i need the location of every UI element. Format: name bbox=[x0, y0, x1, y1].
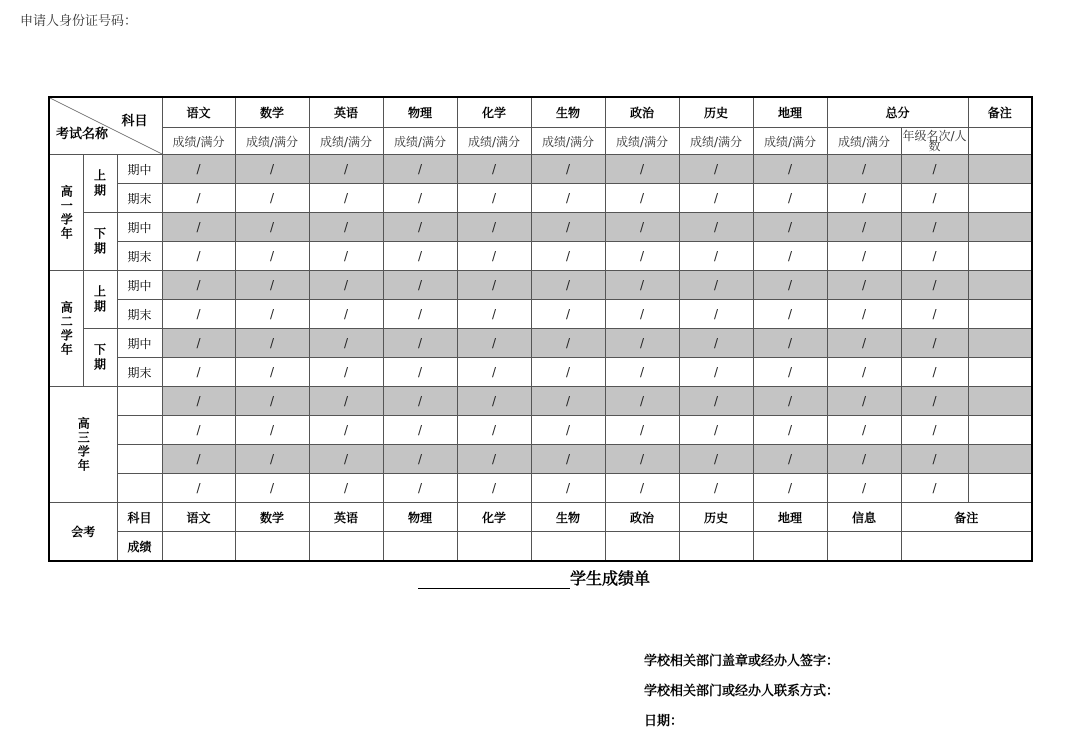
grade-cell[interactable]: / bbox=[383, 445, 457, 474]
grade-cell[interactable]: / bbox=[162, 184, 235, 213]
huikao-subject: 地理 bbox=[753, 503, 827, 532]
grade-cell[interactable]: / bbox=[531, 445, 605, 474]
grade-cell[interactable]: / bbox=[162, 155, 235, 184]
grade-cell[interactable]: / bbox=[827, 445, 901, 474]
grade-cell[interactable]: / bbox=[679, 329, 753, 358]
huikao-score-cell[interactable] bbox=[531, 532, 605, 562]
huikao-score-cell[interactable] bbox=[383, 532, 457, 562]
grade-cell[interactable]: / bbox=[457, 184, 531, 213]
grade-cell[interactable]: / bbox=[901, 213, 968, 242]
contact-label: 学校相关部门或经办人联系方式： bbox=[644, 684, 840, 699]
header-diagonal-cell bbox=[49, 97, 162, 155]
total-header: 总分 bbox=[827, 97, 968, 128]
grade-cell[interactable]: / bbox=[309, 184, 383, 213]
note-cell[interactable] bbox=[968, 300, 1032, 329]
grade-cell[interactable]: / bbox=[235, 474, 309, 503]
grade-cell[interactable]: / bbox=[827, 416, 901, 445]
huikao-note-label: 备注 bbox=[901, 503, 1032, 532]
exam-term-blank[interactable] bbox=[117, 445, 162, 474]
grade-cell[interactable]: / bbox=[901, 387, 968, 416]
note-cell[interactable] bbox=[968, 329, 1032, 358]
grade-cell[interactable]: / bbox=[753, 242, 827, 271]
huikao-score-cell[interactable] bbox=[605, 532, 679, 562]
grade-cell[interactable]: / bbox=[383, 474, 457, 503]
note-cell[interactable] bbox=[968, 474, 1032, 503]
grade-cell[interactable]: / bbox=[679, 213, 753, 242]
grade-cell[interactable]: / bbox=[162, 474, 235, 503]
grade-cell[interactable]: / bbox=[162, 358, 235, 387]
date-label: 日期： bbox=[644, 714, 684, 729]
grade-cell[interactable]: / bbox=[383, 213, 457, 242]
grade-cell[interactable]: / bbox=[383, 300, 457, 329]
huikao-subject: 化学 bbox=[457, 503, 531, 532]
grade-cell[interactable]: / bbox=[531, 271, 605, 300]
grade-cell[interactable]: / bbox=[457, 271, 531, 300]
grade-cell[interactable]: / bbox=[605, 445, 679, 474]
applicant-id-label: 申请人身份证号码： bbox=[20, 14, 138, 29]
grade-cell[interactable]: / bbox=[309, 300, 383, 329]
grade-cell[interactable]: / bbox=[605, 155, 679, 184]
huikao-label: 会考 bbox=[49, 503, 117, 562]
grade-cell[interactable]: / bbox=[901, 155, 968, 184]
note-cell[interactable] bbox=[968, 387, 1032, 416]
huikao-subject: 历史 bbox=[679, 503, 753, 532]
grade-cell[interactable]: / bbox=[753, 329, 827, 358]
grade-cell[interactable]: / bbox=[162, 387, 235, 416]
grade-cell[interactable]: / bbox=[827, 271, 901, 300]
score-full-label: 成绩/满分 bbox=[531, 128, 605, 155]
subject-header: 物理 bbox=[383, 97, 457, 128]
grade-cell[interactable]: / bbox=[753, 184, 827, 213]
huikao-score-cell[interactable] bbox=[827, 532, 901, 562]
score-full-label: 成绩/满分 bbox=[235, 128, 309, 155]
year-label: 高二学年 bbox=[49, 271, 83, 387]
grade-cell[interactable]: / bbox=[309, 416, 383, 445]
grade-cell[interactable]: / bbox=[827, 329, 901, 358]
grade-cell[interactable]: / bbox=[383, 358, 457, 387]
grade-cell[interactable]: / bbox=[679, 300, 753, 329]
grade-cell[interactable]: / bbox=[679, 358, 753, 387]
huikao-score-cell[interactable] bbox=[753, 532, 827, 562]
grade-cell[interactable]: / bbox=[457, 155, 531, 184]
exam-name-header-label: 考试名称 bbox=[56, 127, 109, 142]
grade-cell[interactable]: / bbox=[827, 474, 901, 503]
note-cell[interactable] bbox=[968, 416, 1032, 445]
grade-cell[interactable]: / bbox=[309, 213, 383, 242]
exam-term-blank[interactable] bbox=[117, 474, 162, 503]
grade-cell[interactable]: / bbox=[827, 358, 901, 387]
grade-cell[interactable]: / bbox=[679, 271, 753, 300]
grade-cell[interactable]: / bbox=[753, 474, 827, 503]
grade-cell[interactable]: / bbox=[605, 242, 679, 271]
grade-cell[interactable]: / bbox=[309, 474, 383, 503]
grade-cell[interactable]: / bbox=[827, 213, 901, 242]
huikao-score-label: 成绩 bbox=[117, 532, 162, 562]
grade-cell[interactable]: / bbox=[531, 242, 605, 271]
huikao-subject: 政治 bbox=[605, 503, 679, 532]
grade-cell[interactable]: / bbox=[901, 184, 968, 213]
grade-cell[interactable]: / bbox=[457, 213, 531, 242]
subject-header: 政治 bbox=[605, 97, 679, 128]
grade-cell[interactable]: / bbox=[531, 358, 605, 387]
grade-cell[interactable]: / bbox=[531, 184, 605, 213]
grade-cell[interactable]: / bbox=[531, 213, 605, 242]
grade-cell[interactable]: / bbox=[679, 387, 753, 416]
grade-cell[interactable]: / bbox=[753, 213, 827, 242]
grade-cell[interactable]: / bbox=[383, 155, 457, 184]
note-cell[interactable] bbox=[968, 155, 1032, 184]
grade-cell[interactable]: / bbox=[383, 242, 457, 271]
grade-cell[interactable]: / bbox=[162, 242, 235, 271]
note-cell[interactable] bbox=[968, 242, 1032, 271]
huikao-subject: 信息 bbox=[827, 503, 901, 532]
grade-cell[interactable]: / bbox=[605, 213, 679, 242]
grade-cell[interactable]: / bbox=[531, 300, 605, 329]
grade-cell[interactable]: / bbox=[605, 300, 679, 329]
grade-cell[interactable]: / bbox=[235, 329, 309, 358]
score-full-label: 成绩/满分 bbox=[162, 128, 235, 155]
huikao-score-cell[interactable] bbox=[679, 532, 753, 562]
grade-cell[interactable]: / bbox=[162, 329, 235, 358]
grade-cell[interactable]: / bbox=[901, 329, 968, 358]
huikao-subject: 语文 bbox=[162, 503, 235, 532]
grade-cell[interactable]: / bbox=[901, 474, 968, 503]
grade-cell[interactable]: / bbox=[235, 184, 309, 213]
exam-term-label: 期末 bbox=[117, 242, 162, 271]
grade-cell[interactable]: / bbox=[901, 358, 968, 387]
grade-cell[interactable]: / bbox=[679, 184, 753, 213]
note-cell[interactable] bbox=[968, 358, 1032, 387]
grade-cell[interactable]: / bbox=[753, 387, 827, 416]
exam-term-blank[interactable] bbox=[117, 416, 162, 445]
grade-table bbox=[48, 96, 1033, 562]
term-half-label: 上期 bbox=[83, 271, 117, 329]
grade-cell[interactable]: / bbox=[235, 416, 309, 445]
title-text: 学生成绩单 bbox=[570, 569, 651, 588]
score-full-label: 成绩/满分 bbox=[383, 128, 457, 155]
grade-cell[interactable]: / bbox=[605, 184, 679, 213]
stamp-signature-label: 学校相关部门盖章或经办人签字： bbox=[644, 654, 840, 669]
term-half-label: 上期 bbox=[83, 155, 117, 213]
rank-label: 年级名次/人数 bbox=[902, 129, 967, 153]
grade-cell[interactable]: / bbox=[679, 445, 753, 474]
note-cell[interactable] bbox=[968, 213, 1032, 242]
grade-cell[interactable]: / bbox=[309, 445, 383, 474]
exam-term-blank[interactable] bbox=[117, 387, 162, 416]
subject-header: 历史 bbox=[679, 97, 753, 128]
grade-cell[interactable]: / bbox=[605, 329, 679, 358]
report-title bbox=[418, 566, 650, 589]
grade-cell[interactable]: / bbox=[531, 329, 605, 358]
grade-cell[interactable]: / bbox=[605, 474, 679, 503]
grade-cell[interactable]: / bbox=[901, 416, 968, 445]
grade-cell[interactable]: / bbox=[679, 155, 753, 184]
grade-cell[interactable]: / bbox=[679, 474, 753, 503]
subject-header: 生物 bbox=[531, 97, 605, 128]
grade-cell[interactable]: / bbox=[753, 155, 827, 184]
grade-cell[interactable]: / bbox=[235, 242, 309, 271]
term-half-label: 下期 bbox=[83, 213, 117, 271]
grade-cell[interactable]: / bbox=[827, 155, 901, 184]
huikao-score-cell[interactable] bbox=[235, 532, 309, 562]
grade-cell[interactable]: / bbox=[235, 300, 309, 329]
subject-header-label: 科目 bbox=[121, 114, 148, 129]
score-full-label: 成绩/满分 bbox=[605, 128, 679, 155]
score-full-label: 成绩/满分 bbox=[827, 128, 901, 155]
grade-cell[interactable]: / bbox=[531, 416, 605, 445]
score-full-label: 成绩/满分 bbox=[457, 128, 531, 155]
note-cell[interactable] bbox=[968, 445, 1032, 474]
grade-cell[interactable]: / bbox=[753, 445, 827, 474]
grade-cell[interactable]: / bbox=[457, 300, 531, 329]
grade-cell[interactable]: / bbox=[901, 271, 968, 300]
grade-cell[interactable]: / bbox=[383, 329, 457, 358]
grade-cell[interactable]: / bbox=[531, 474, 605, 503]
grade-cell[interactable]: / bbox=[531, 387, 605, 416]
grade-cell[interactable]: / bbox=[457, 242, 531, 271]
grade-cell[interactable]: / bbox=[605, 416, 679, 445]
grade-cell[interactable]: / bbox=[235, 387, 309, 416]
year-label: 高三学年 bbox=[49, 387, 117, 503]
grade-cell[interactable]: / bbox=[827, 242, 901, 271]
huikao-note-cell[interactable] bbox=[901, 532, 1032, 562]
exam-term-label: 期末 bbox=[117, 358, 162, 387]
exam-term-label: 期末 bbox=[117, 300, 162, 329]
grade-cell[interactable]: / bbox=[827, 300, 901, 329]
grade-cell[interactable]: / bbox=[309, 329, 383, 358]
grade-cell[interactable]: / bbox=[901, 300, 968, 329]
exam-term-label: 期末 bbox=[117, 184, 162, 213]
grade-cell[interactable]: / bbox=[827, 387, 901, 416]
subject-header: 数学 bbox=[235, 97, 309, 128]
exam-term-label: 期中 bbox=[117, 155, 162, 184]
exam-term-label: 期中 bbox=[117, 271, 162, 300]
grade-cell[interactable]: / bbox=[753, 416, 827, 445]
grade-cell[interactable]: / bbox=[383, 184, 457, 213]
grade-cell[interactable]: / bbox=[531, 155, 605, 184]
grade-cell[interactable]: / bbox=[457, 416, 531, 445]
grade-cell[interactable]: / bbox=[235, 155, 309, 184]
grade-cell[interactable]: / bbox=[383, 271, 457, 300]
grade-cell[interactable]: / bbox=[827, 184, 901, 213]
year-label: 高一学年 bbox=[49, 155, 83, 271]
grade-cell[interactable]: / bbox=[457, 387, 531, 416]
grade-cell[interactable]: / bbox=[753, 358, 827, 387]
note-blank-cell[interactable] bbox=[968, 128, 1032, 155]
grade-cell[interactable]: / bbox=[235, 358, 309, 387]
grade-cell[interactable]: / bbox=[235, 213, 309, 242]
grade-cell[interactable]: / bbox=[679, 242, 753, 271]
grade-cell[interactable]: / bbox=[383, 416, 457, 445]
grade-cell[interactable]: / bbox=[679, 416, 753, 445]
term-half-label: 下期 bbox=[83, 329, 117, 387]
grade-cell[interactable]: / bbox=[309, 271, 383, 300]
grade-cell[interactable]: / bbox=[309, 358, 383, 387]
grade-cell[interactable]: / bbox=[457, 474, 531, 503]
score-full-label: 成绩/满分 bbox=[309, 128, 383, 155]
grade-cell[interactable]: / bbox=[162, 271, 235, 300]
grade-cell[interactable]: / bbox=[235, 445, 309, 474]
grade-cell[interactable]: / bbox=[457, 329, 531, 358]
huikao-subject-label: 科目 bbox=[117, 503, 162, 532]
grade-cell[interactable]: / bbox=[753, 300, 827, 329]
huikao-subject: 英语 bbox=[309, 503, 383, 532]
note-cell[interactable] bbox=[968, 271, 1032, 300]
huikao-subject: 数学 bbox=[235, 503, 309, 532]
huikao-score-cell[interactable] bbox=[162, 532, 235, 562]
huikao-subject: 生物 bbox=[531, 503, 605, 532]
grade-cell[interactable]: / bbox=[605, 358, 679, 387]
grade-cell[interactable]: / bbox=[457, 445, 531, 474]
grade-cell[interactable]: / bbox=[901, 242, 968, 271]
grade-cell[interactable]: / bbox=[383, 387, 457, 416]
grade-cell[interactable]: / bbox=[605, 271, 679, 300]
grade-cell[interactable]: / bbox=[162, 300, 235, 329]
grade-cell[interactable]: / bbox=[162, 213, 235, 242]
huikao-score-cell[interactable] bbox=[309, 532, 383, 562]
subject-header: 语文 bbox=[162, 97, 235, 128]
huikao-score-cell[interactable] bbox=[457, 532, 531, 562]
subject-header: 化学 bbox=[457, 97, 531, 128]
grade-cell[interactable]: / bbox=[162, 445, 235, 474]
grade-cell[interactable]: / bbox=[457, 358, 531, 387]
note-cell[interactable] bbox=[968, 184, 1032, 213]
grade-cell[interactable]: / bbox=[309, 155, 383, 184]
subject-header: 英语 bbox=[309, 97, 383, 128]
score-full-label: 成绩/满分 bbox=[679, 128, 753, 155]
grade-cell[interactable]: / bbox=[605, 387, 679, 416]
grade-cell[interactable]: / bbox=[309, 242, 383, 271]
grade-cell[interactable]: / bbox=[235, 271, 309, 300]
grade-cell[interactable]: / bbox=[309, 387, 383, 416]
grade-cell[interactable]: / bbox=[753, 271, 827, 300]
grade-cell[interactable]: / bbox=[901, 445, 968, 474]
grade-cell[interactable]: / bbox=[162, 416, 235, 445]
school-name-blank[interactable] bbox=[418, 570, 570, 589]
huikao-subject: 物理 bbox=[383, 503, 457, 532]
note-header: 备注 bbox=[968, 97, 1032, 128]
exam-term-label: 期中 bbox=[117, 213, 162, 242]
subject-header: 地理 bbox=[753, 97, 827, 128]
score-full-label: 成绩/满分 bbox=[753, 128, 827, 155]
exam-term-label: 期中 bbox=[117, 329, 162, 358]
